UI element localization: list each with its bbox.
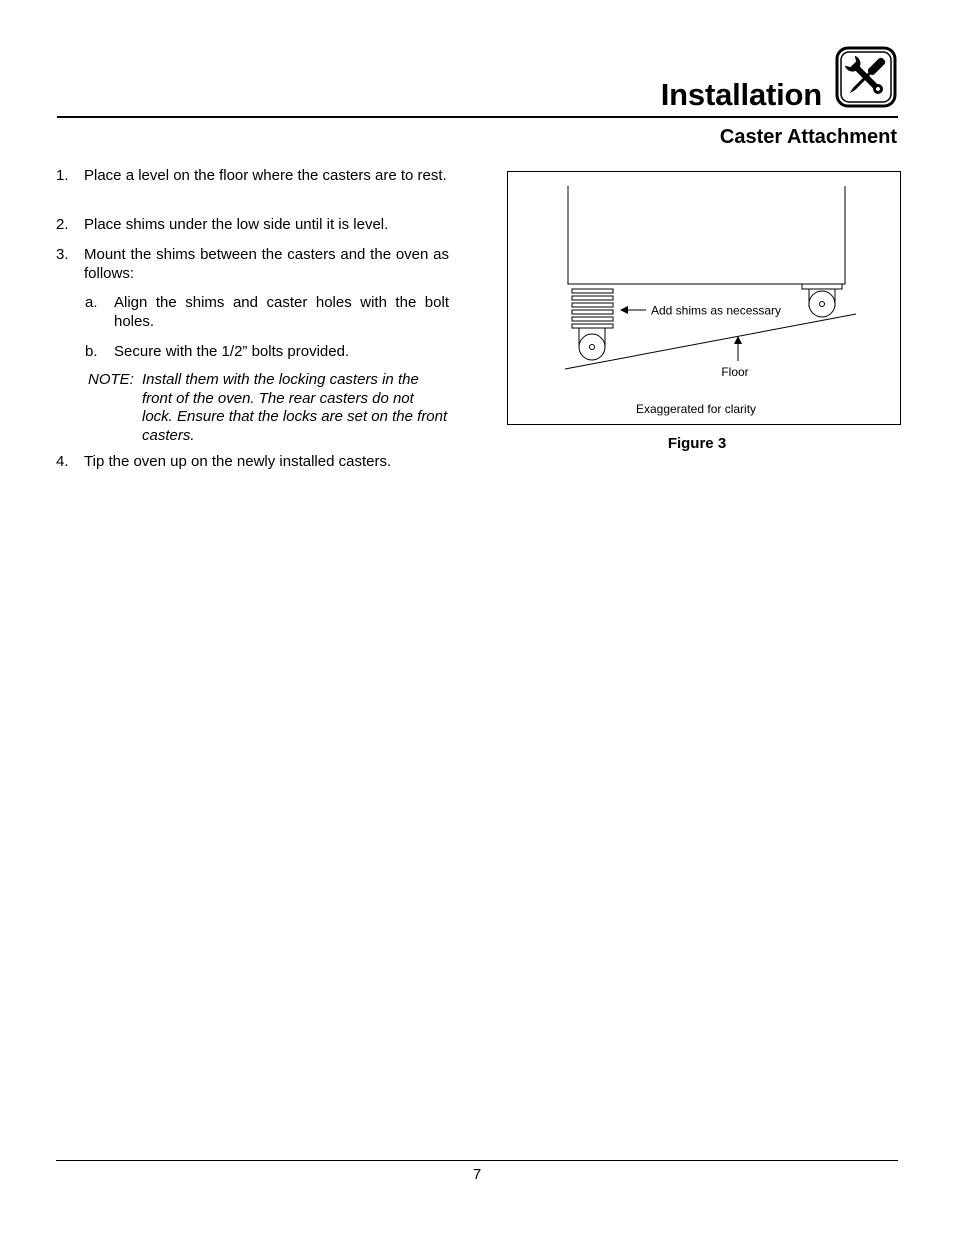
sub-list-item-text: Align the shims and caster holes with the bolt holes.	[114, 294, 449, 330]
list-item	[56, 452, 449, 471]
note-text: Install them with the locking casters in the front of the oven. The rear casters do not lock. Ensure that the locks are set on the front casters.	[142, 371, 448, 444]
oven-body	[568, 186, 845, 284]
list-item	[56, 215, 449, 234]
shims-label: Add shims as necessary	[651, 303, 782, 318]
subsection-title: Caster Attachment	[719, 126, 897, 148]
floor-line	[565, 314, 856, 369]
note	[88, 371, 448, 445]
page-number: 7	[472, 1166, 482, 1183]
list-item-text: Place shims under the low side until it is level.	[84, 216, 389, 233]
sub-list-item-letter: b.	[85, 343, 98, 360]
list-item-number: 2.	[56, 216, 69, 233]
header-rule	[57, 116, 898, 118]
rear-caster	[802, 284, 842, 317]
note-label: NOTE:	[88, 371, 134, 388]
list-item-text: Tip the oven up on the newly installed casters.	[84, 453, 392, 470]
front-caster	[579, 328, 605, 360]
figure-caption: Figure 3	[667, 435, 727, 452]
list-item-number: 1.	[56, 167, 69, 184]
footer-rule	[56, 1160, 898, 1161]
sub-list-item-letter: a.	[85, 294, 98, 311]
caster-shim-diagram	[507, 171, 902, 426]
floor-label: Floor	[721, 365, 749, 379]
list-item-text: Place a level on the floor where the casters are to rest.	[84, 167, 447, 184]
clarity-note: Exaggerated for clarity	[635, 402, 757, 416]
section-title: Installation	[660, 77, 822, 112]
list-item-text: Mount the shims between the casters and the oven as follows:	[84, 246, 449, 282]
list-item-number: 3.	[56, 246, 69, 263]
sub-list-item-text: Secure with the 1/2” bolts provided.	[114, 343, 350, 360]
wrench-screwdriver-icon	[835, 46, 897, 108]
list-item-number: 4.	[56, 453, 69, 470]
list-item	[56, 245, 449, 283]
sub-list-item	[85, 342, 449, 361]
shim-stack	[572, 289, 613, 328]
list-item	[56, 166, 449, 185]
sub-list-item	[85, 293, 449, 331]
